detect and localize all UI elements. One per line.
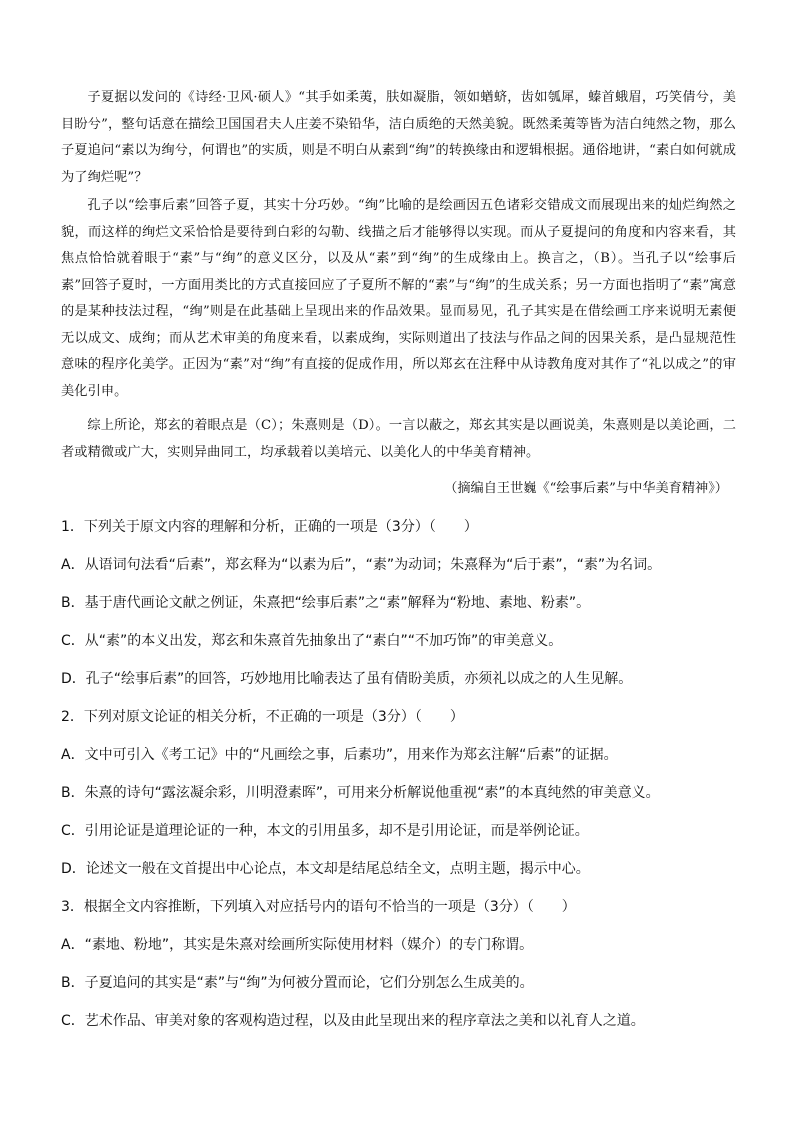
question-2-option-b[interactable]: B．朱熹的诗句“露泫凝余彩，川明澄素晖”，可用来分析解说他重视“素”的本真纯然的审美意义。 — [61, 785, 660, 801]
question-1-option-c[interactable]: C．从“素”的本义出发，郑玄和朱熹首先抽象出了“素白”“不加巧饰”的审美意义。 — [61, 633, 563, 649]
question-2-option-a[interactable]: A．文中可引入《考工记》中的“凡画绘之事，后素功”，用来作为郑玄注解“后素”的证据。 — [61, 747, 618, 763]
passage-paragraph-2 — [61, 193, 736, 405]
question-3-option-b[interactable]: B．子夏追问的其实是“素”与“绚”为何被分置而论，它们分别怎么生成美的。 — [61, 975, 534, 991]
question-2-option-d[interactable]: D．论述文一般在文首提出中心论点，本文却是结尾总结全文，点明主题，揭示中心。 — [61, 861, 590, 877]
question-2-stem: 2．下列对原文论证的相关分析，不正确的一项是（3分）（ ） — [61, 709, 464, 725]
question-1-option-a[interactable]: A．从语词句法看“后素”，郑玄释为“以素为后”，“素”为动词；朱熹释为“后于素”，“素”为名词。 — [61, 557, 662, 573]
question-1-option-d[interactable]: D．孔子“绘事后素”的回答，巧妙地用比喻表达了虽有倩盼美质，亦须礼以成之的人生见解。 — [61, 671, 633, 687]
question-3-stem: 3．根据全文内容推断，下列填入对应括号内的语句不恰当的一项是（3分）（ ） — [61, 899, 576, 915]
paragraph-text: 子夏据以发问的《诗经·卫风·硕人》“其手如柔荑，肤如凝脂，领如蝤蛴，齿如瓠犀，螓首蛾眉，巧笑倩兮，美目盼兮”，整句话意在描绘卫国国君夫人庄姜不染铅华，洁白质绝的天然美貌。既然柔荑等皆为洁白纯然之物，那么子夏追问“素以为绚兮，何谓也”的实质，则是不明白从素到“绚”的转换缘由和逻辑根据。通俗地讲，“素白如何就成为了绚烂呢”？ — [61, 90, 736, 185]
question-3-option-a[interactable]: A．“素地、粉地”，其实是朱熹对绘画所实际使用材料（媒介）的专门称谓。 — [61, 937, 534, 953]
paragraph-text: 综上所论，郑玄的着眼点是（C）；朱熹则是（D）。一言以蔽之，郑玄其实是以画说美，朱熹则是以美论画，二者或精微或广大，实则异曲同工，均承载着以美培元、以美化人的中华美育精神。 — [61, 418, 736, 460]
question-2-option-c[interactable]: C．引用论证是道理论证的一种，本文的引用虽多，却不是引用论证，而是举例论证。 — [61, 823, 589, 839]
passage-source: （摘编自王世巍《“绘事后素”与中华美育精神》） — [444, 481, 728, 496]
question-3-option-c[interactable]: C．艺术作品、审美对象的客观构造过程，以及由此呈现出来的程序章法之美和以礼育人之道。 — [61, 1013, 645, 1029]
question-1-stem: 1．下列关于原文内容的理解和分析，正确的一项是（3分）（ ） — [61, 519, 478, 535]
passage-paragraph-1 — [61, 85, 736, 191]
question-1-option-b[interactable]: B．基于唐代画论文献之例证，朱熹把“绘事后素”之“素”解释为“粉地、素地、粉素”。 — [61, 595, 591, 611]
passage-paragraph-3 — [61, 413, 736, 466]
paragraph-text: 孔子以“绘事后素”回答子夏，其实十分巧妙。“绚”比喻的是绘画因五色诸彩交错成文而展现出来的灿烂绚然之貌，而这样的绚烂文采恰恰是要待到白彩的勾勒、线描之后才能够得以实现。而从子夏提问的角度和内容来看，其焦点恰恰就着眼于“素”与“绚”的意义区分，以及从“素”到“绚”的生成缘由上。换言之，（B）。当孔子以“绘事后素”回答子夏时，一方面用类比的方式直接回应了子夏所不解的“素”与“绚”的生成关系；另一方面也指明了“素”寓意的是某种技法过程，“绚”则是在此基础上呈现出来的作品效果。显而易见，孔子其实是在借绘画工序来说明无素便无以成文、成绚；而从艺术审美的角度来看，以素成绚，实际则道出了技法与作品之间的因果关系，是凸显规范性意味的程序化美学。正因为“素”对“绚”有直接的促成作用，所以郑玄在注释中从诗教角度对其作了“礼以成之”的审美化引申。 — [61, 198, 736, 399]
